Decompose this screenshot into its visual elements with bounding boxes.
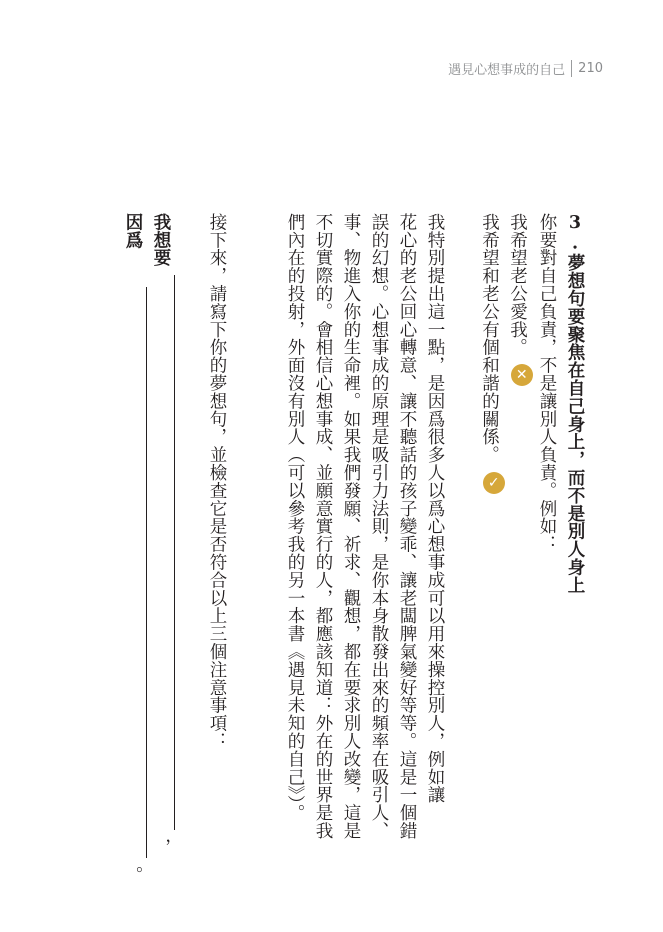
bad-example: 我希望老公愛我。✕ (504, 213, 534, 386)
paragraph-line: 不切實際的。會相信心想事成、並願意實行的人，都應該知道：外在的世界是我 (313, 213, 333, 840)
paragraph-line: 誤的幻想。心想事成的原理是吸引力法則，是你本身散發出來的頻率在吸引人、 (369, 213, 389, 840)
instruction-line: 接下來，請寫下你的夢想句，並檢查它是否符合以上三個注意事項： (207, 213, 227, 750)
want-end-mark: ， (151, 837, 171, 856)
header-divider (571, 60, 572, 77)
want-blank-line (174, 275, 175, 830)
want-prompt (147, 213, 175, 856)
paragraph-line: 事、物進入你的生命裡。如果我們發願、祈求、觀想，都在要求別人改變，這是 (341, 213, 361, 840)
paragraph-line: 花心的老公回心轉意、讓不聽話的孩子變乖、讓老闆脾氣變好等等。這是一個錯 (397, 213, 417, 840)
paragraph-line: 我特別提出這一點，是因爲很多人以爲心想事成可以用來操控別人，例如讓 (425, 213, 445, 804)
intro-line: 你要對自己負責，不是讓別人負責。例如： (537, 213, 557, 554)
book-title: 遇見心想事成的自己 (448, 62, 566, 78)
want-label: 我想要 (151, 213, 171, 267)
section-heading: 3.夢想句要聚焦在自己身上，而不是別人身上 (565, 213, 585, 594)
good-example: 我希望和老公有個和諧的關係。✓ (476, 213, 506, 494)
because-label: 因爲 (123, 213, 143, 249)
because-blank-line (146, 287, 147, 858)
check-circle-icon: ✓ (483, 472, 505, 494)
running-header (448, 58, 603, 78)
paragraph-line: 們內在的投射，外面沒有別人（可以參考我的另一本書《遇見未知的自己》）。 (285, 213, 305, 822)
x-circle-icon: ✕ (511, 364, 533, 386)
page-number: 210 (578, 60, 603, 76)
because-end-mark: 。 (123, 865, 143, 884)
because-prompt (119, 213, 147, 884)
